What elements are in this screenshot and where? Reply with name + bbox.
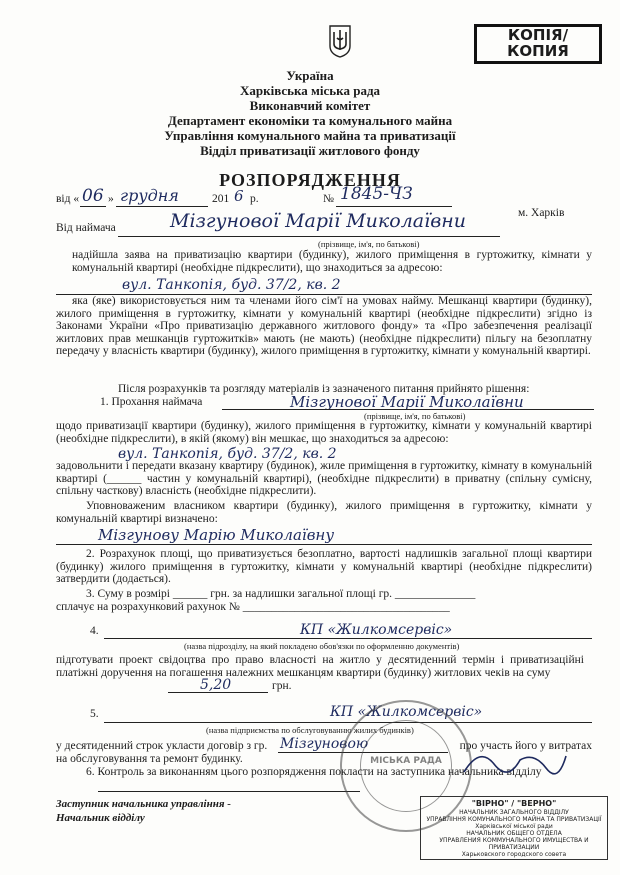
item1-label: 1. Прохання наймача bbox=[100, 396, 203, 408]
paragraph-decision: Після розрахунків та розгляду матеріалів із зазначеного питання прийнято рішення: bbox=[118, 383, 530, 395]
date-year-digit: 6 bbox=[234, 187, 244, 205]
number-label: № bbox=[323, 193, 334, 205]
verno-line5: НАЧАЛЬНИК ОБЩЕГО ОТДЕЛА bbox=[466, 830, 562, 837]
contract-name: Мізгуновою bbox=[280, 736, 369, 752]
item3b-text: сплачує на розрахунковий рахунок № ____________________________________ bbox=[56, 601, 450, 613]
verno-line2: НАЧАЛЬНИК ЗАГАЛЬНОГО ВІДДІЛУ bbox=[459, 809, 569, 816]
coat-of-arms-icon bbox=[328, 24, 352, 58]
verno-line1: "ВІРНО" / "ВЕРНО" bbox=[471, 799, 557, 808]
sum-value: 5,20 bbox=[200, 677, 232, 693]
verno-line4: Харківської міської ради bbox=[475, 823, 553, 830]
item1-name: Мізгунової Марії Миколаївни bbox=[290, 393, 524, 411]
item4-label: 4. bbox=[90, 625, 99, 637]
paragraph-request: надійшла заява на приватизацію квартири (будинку), жилого приміщення в гуртожитку, кімнати у комунальній квартирі (необхідне підкреслити), що знаходиться за адресою: bbox=[72, 249, 592, 274]
header-administration: Управління комунального майна та приватизації bbox=[164, 128, 456, 143]
copy-stamp-line2: КОПИЯ bbox=[507, 42, 569, 60]
paragraph-contract-end-1: про участь його у витратах bbox=[459, 740, 592, 752]
date-month: грудня bbox=[120, 186, 179, 205]
verno-line6: УПРАВЛЕНИЯ КОММУНАЛЬНОГО ИМУЩЕСТВА И ПРИВАТИЗАЦИИ bbox=[439, 837, 589, 851]
item4-value: КП «Жилкомсервіс» bbox=[300, 622, 453, 638]
item5-value: КП «Жилкомсервіс» bbox=[330, 704, 483, 720]
paragraph-transfer: задовольнити і передати вказану квартиру (будинок), жиле приміщення в гуртожитку, кімнату в комунальній квартирі (______ частин у комунальній квартирі), (необхідне підкреслити) в приватну (спільну сумісну, спільну часткову) власність (необхідне підкреслити). bbox=[56, 460, 592, 497]
paragraph-owner: Уповноваженим власником квартири (будинку), жилого приміщення в гуртожитку, кімнати у комунальній квартирі визначено: bbox=[56, 500, 592, 525]
paragraph-certificate: підготувати проект свідоцтва про право власності на житло у десятиденний термін і приватизаційні платіжні доручення на погашення належних мешканцям квартири (будинку) житлових чеків на суму bbox=[56, 654, 584, 679]
item6-text: 6. Контроль за виконанням цього розпорядження покласти на заступника начальника відділу bbox=[86, 766, 542, 778]
header-committee: Виконавчий комітет bbox=[249, 98, 371, 113]
sum-currency: грн. bbox=[272, 680, 292, 692]
signer-title-2: Начальник відділу bbox=[56, 812, 145, 824]
item5-label: 5. bbox=[90, 708, 99, 720]
signature-icon bbox=[460, 742, 570, 782]
item4-hint: (назва підрозділу, на який покладено обов'язки по оформленню документів) bbox=[184, 641, 460, 651]
copy-stamp-line1: КОПІЯ/ bbox=[507, 26, 569, 44]
paragraph-contract-end-2: на обслуговування та ремонт будинку. bbox=[56, 753, 243, 765]
date-day: 06 bbox=[82, 186, 104, 206]
paragraph-contract: у десятиденний строк укласти договір з гр. bbox=[56, 740, 268, 752]
date-year-prefix: 201 bbox=[212, 193, 230, 205]
item1-hint: (прізвище, ім'я, по батькові) bbox=[364, 411, 466, 421]
paragraph-privatization: щодо приватизації квартири (будинку), жилого приміщення в гуртожитку, кімнати у комунальній квартирі (необхідне підкреслити), в якій (якому) він мешкає, що знаходиться за адресою: bbox=[56, 420, 592, 445]
city: м. Харків bbox=[518, 207, 565, 219]
item2-text: 2. Розрахунок площі, що приватизується безоплатно, вартості надлишків загальної площі квартири (будинку) жилого приміщення в гуртожитку, кімнати у комунальній квартирі (необхідне підкреслити) затвердити (додається). bbox=[56, 548, 592, 585]
date-close-quote: » bbox=[108, 193, 114, 205]
verno-stamp bbox=[420, 796, 608, 860]
owner-name: Мізгунову Марію Миколаївну bbox=[98, 526, 335, 544]
address-1: вул. Танкопія, буд. 37/2, кв. 2 bbox=[122, 277, 341, 293]
header-department: Департамент економіки та комунального майна bbox=[167, 113, 453, 128]
item3-text: 3. Суму в розмірі ______ грн. за надлишки загальної площі гр. ______________ bbox=[86, 588, 476, 600]
header-council: Харківська міська рада bbox=[239, 83, 381, 98]
item5-hint: (назва підприємства по обслуговуванню жилих будинків) bbox=[206, 725, 414, 735]
copy-stamp bbox=[474, 24, 602, 64]
applicant-label: Від наймача bbox=[56, 222, 116, 234]
paragraph-usage: яка (яке) використовується ним та членами його сім'ї на умовах найму. Мешканці квартири (будинку), жилого приміщення в гуртожитку, кімнати у комунальній квартирі (необхідне підкреслити) згідно із Законами України «Про приватизацію державного житлового фонду» та «Про забезпечення реалізації житлових прав мешканців гуртожитків» мають (не мають) (необхідне підкреслити) пільгу на безоплатну передачу у власність квартири (будинку), жилого приміщення в гуртожитку, кімнати у комунальній квартирі. bbox=[56, 295, 592, 357]
applicant-hint: (прізвище, ім'я, по батькові) bbox=[318, 239, 420, 249]
date-year-suffix: р. bbox=[250, 193, 259, 205]
seal-text: МІСЬКА РАДА bbox=[370, 756, 442, 766]
address-2: вул. Танкопія, буд. 37/2, кв. 2 bbox=[118, 446, 337, 462]
document-title: РОЗПОРЯДЖЕННЯ bbox=[219, 170, 401, 190]
signer-title-1: Заступник начальника управління - bbox=[56, 798, 231, 810]
header-country: Україна bbox=[286, 68, 334, 83]
verno-line7: Харьковского городского совета bbox=[461, 851, 567, 858]
date-from-label: від « bbox=[56, 193, 80, 205]
applicant-name: Мізгунової Марії Миколаївни bbox=[170, 210, 467, 232]
order-number: 1845-ЧЗ bbox=[340, 184, 413, 204]
verno-line3: УПРАВЛІННЯ КОМУНАЛЬНОГО МАЙНА ТА ПРИВАТИЗАЦІЇ bbox=[426, 816, 602, 823]
header-division: Відділ приватизації житлового фонду bbox=[200, 143, 420, 158]
